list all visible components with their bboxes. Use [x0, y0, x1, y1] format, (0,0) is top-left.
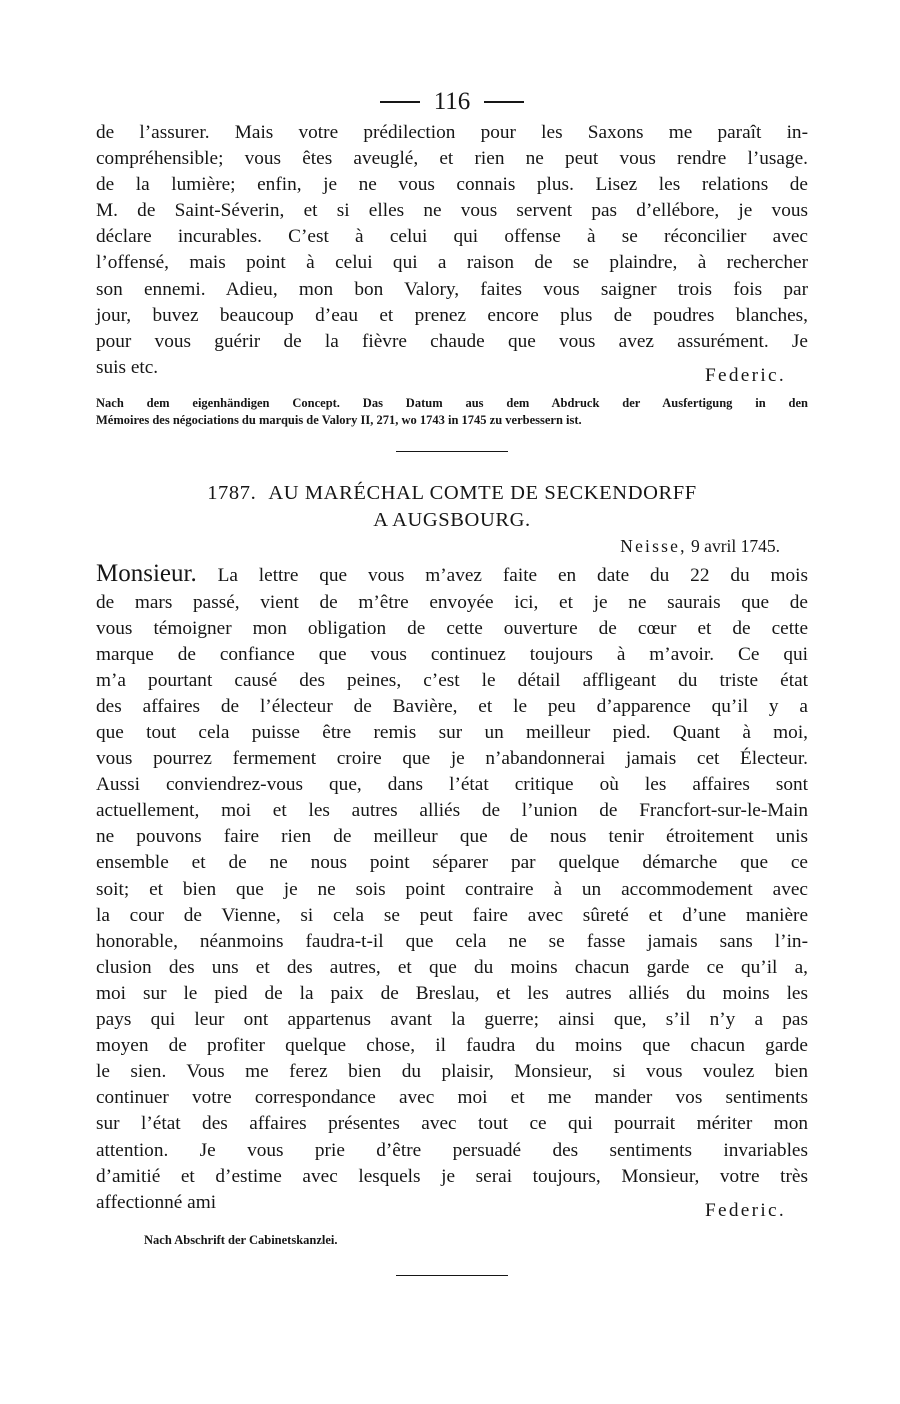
date-place: Neisse,: [620, 536, 687, 557]
text-line: que tout cela puisse être remis sur un meilleur pied. Quant à moi,: [96, 722, 808, 743]
text-line: actuellement, moi et les autres alliés de l’union de Francfort-sur-le-Main: [96, 800, 808, 822]
text-line: continuer votre correspondance avec moi et me mander vos sentiments: [96, 1087, 808, 1109]
dateline: [96, 536, 808, 557]
text-line: la cour de Vienne, si cela se peut faire avec sûreté et d’une manière: [96, 904, 808, 926]
page-number: 116: [433, 88, 471, 115]
text-line: compréhensible; vous êtes aveuglé, et rien ne peut vous rendre l’usage.: [96, 148, 808, 170]
source-note: Nach Abschrift der Cabinetskanzlei.: [144, 1232, 338, 1247]
text-line: attention. Je vous prie d’être persuadé des sentiments invariables: [96, 1139, 808, 1161]
text-line: pays qui leur ont appartenus avant la guerre; ainsi que, s’il n’y a pas: [96, 1009, 808, 1031]
page-header: [96, 84, 808, 120]
text-line: son ennemi. Adieu, mon bon Valory, faites vous saigner trois fois par: [96, 278, 808, 300]
text-line: de mars passé, vient de m’être envoyée ici, et je ne saurais que de: [96, 591, 808, 613]
text-line: clusion des uns et des autres, et que du moins chacun garde ce qu’il a,: [96, 956, 808, 978]
first-line-text: La lettre que vous m’avez faite en date du 22 du mois: [196, 565, 808, 587]
text-line: marque de confiance que vous continuez toujours à m’avoir. Ce qui: [96, 643, 808, 665]
text-line: d’amitié et d’estime avec lesquels je serai toujours, Monsieur, votre très: [96, 1165, 808, 1187]
source-note: [96, 395, 808, 429]
note-line: Mémoires des négociations du marquis de Valory II, 271, wo 1743 in 1745 zu verbessern ist.: [96, 412, 582, 427]
text-line: m’a pourtant causé des peines, c’est le détail affligeant du triste état: [96, 669, 808, 691]
text-line: soit; et bien que je ne sois point contraire à un accommodement avec: [96, 878, 808, 900]
text-line: honorable, néanmoins faudra-t-il que cela ne se fasse jamais sans l’in-: [96, 930, 808, 952]
text-line: vous témoigner mon obligation de cette ouverture de cœur et de cette: [96, 617, 808, 639]
letter-heading: [96, 480, 808, 534]
text-line: de l’assurer. Mais votre prédilection pour les Saxons me paraît in-: [96, 122, 808, 143]
letter-1786-closing-row: [96, 355, 808, 386]
section-divider: [396, 451, 508, 453]
letter-1787-closing-row: [96, 1190, 808, 1221]
closing-formula: suis etc.: [96, 356, 159, 378]
text-line: de la lumière; enfin, je ne vous connais plus. Lisez les relations de: [96, 174, 808, 196]
text-line: ne pouvons faire rien de meilleur que de nous tenir étroitement unis: [96, 826, 808, 848]
recipient-title: AU MARÉCHAL COMTE DE SECKENDORFF: [268, 482, 697, 505]
opening-word: Monsieur.: [96, 560, 197, 588]
letter-1786-body: [96, 120, 808, 355]
text-line: moyen de profiter quelque chose, il faudra du moins que chacun garde: [96, 1035, 808, 1057]
text-line: vous pourrez fermement croire que je n’abandonnerai jamais cet Électeur.: [96, 748, 808, 770]
heading-line-1: [96, 480, 808, 507]
text-line-first: [96, 561, 808, 589]
section-divider: [396, 1275, 508, 1277]
text-line: sur l’état des affaires présentes avec tout ce qui pourrait mériter mon: [96, 1113, 808, 1135]
signature: Federic.: [704, 364, 786, 386]
signature: Federic.: [704, 1199, 786, 1221]
text-line: le sien. Vous me ferez bien du plaisir, Monsieur, si vous voulez bien: [96, 1061, 808, 1083]
book-page: [96, 84, 808, 1276]
text-line: l’offensé, mais point à celui qui a raison de se plaindre, à rechercher: [96, 252, 808, 274]
letter-number: 1787.: [207, 482, 257, 505]
text-line: pour vous guérir de la fièvre chaude que vous avez assurément. Je: [96, 330, 808, 352]
text-line: des affaires de l’électeur de Bavière, et le peu d’apparence qu’il y a: [96, 695, 808, 717]
text-line: ensemble et de ne nous point séparer par quelque démarche que ce: [96, 852, 808, 874]
header-dash-right: [484, 101, 524, 103]
closing-formula: affectionné ami: [96, 1191, 217, 1213]
text-line: M. de Saint-Séverin, et si elles ne vous servent pas d’ellébore, je vous: [96, 200, 808, 222]
header-dash-left: [380, 101, 420, 103]
note-line: Nach dem eigenhändigen Concept. Das Datum aus dem Abdruck der Ausfertigung in den: [96, 395, 808, 410]
text-line: jour, buvez beaucoup d’eau et prenez encore plus de poudres blanches,: [96, 304, 808, 326]
letter-1787-body: [96, 561, 808, 1189]
text-line: moi sur le pied de la paix de Breslau, et les autres alliés du moins les: [96, 982, 808, 1004]
text-line: déclare incurables. C’est à celui qui offense à se réconcilier avec: [96, 226, 808, 248]
recipient-location: A AUGSBOURG.: [373, 509, 531, 532]
date: 9 avril 1745.: [691, 536, 780, 557]
text-line: Aussi conviendrez-vous que, dans l’état critique où les affaires sont: [96, 774, 808, 796]
